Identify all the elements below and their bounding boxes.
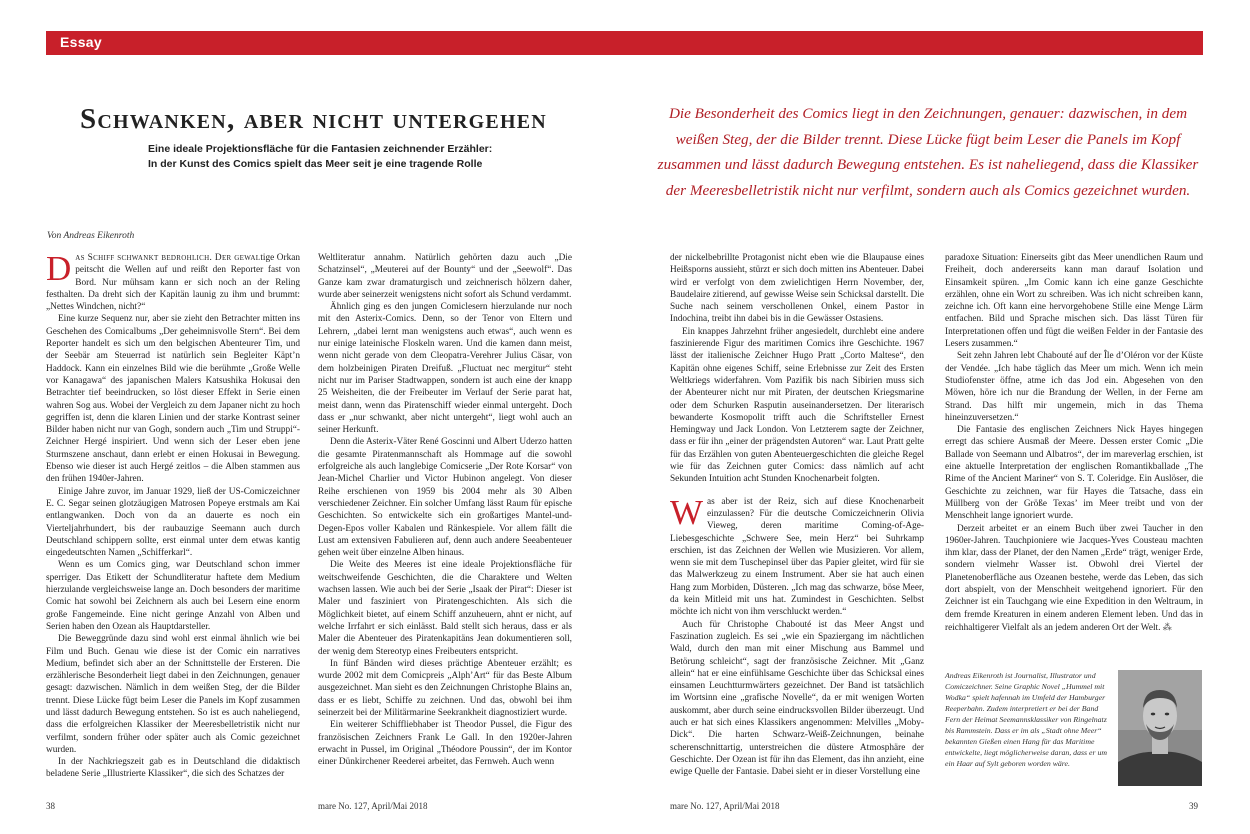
text-column-4 [945,252,1203,662]
paragraph-text: as aber ist der Reiz, sich auf diese Knochenarbeit einzulassen? Für die deutsche Comiczeichnerin Olivia Vieweg, deren maritime Coming-of-Age-Liebesgeschichte „Schwere See, mein Herz“ bei Suhrkamp erschien, ist das Zeichnen der Wellen wie Musizieren. Vor allem, wenn sie mit dem Tuschepinsel über das Papier gleitet, wird für sie das Malwerkzeug zu einem Instrument. Aber sie hat auch einen Hang zum Morbiden, Düsteren. „Ich mag das schwarze, böse Meer, da kein Mitleid mit uns hat. Zumindest in Geschichten. Selbst möchte ich nicht von ihm verschluckt werden.“ [670,496,924,618]
paragraph: In der Nachkriegszeit gab es in Deutschland die didaktisch beladene Serie „Illustrierte Klassiker“, die sich des Schatzes der [46,757,300,780]
magazine-issue-left: mare No. 127, April/Mai 2018 [318,801,428,811]
rubric-label: Essay [60,34,102,50]
page-number-right: 39 [1189,801,1198,811]
text-column-1 [46,252,300,795]
paragraph: Seit zehn Jahren lebt Chabouté auf der Île d’Oléron vor der Küste der Vendée. „Ich habe täglich das Meer um mich. Wenn ich mein Studiofenster öffne, atme ich das Jod ein. Abgesehen von den Möwen, höre ich nur die Brandung der Wellen, in der Ferne am Strand. Das hilft mir ungemein, mich in das Thema hineinzuversetzen.“ [945,351,1203,423]
pull-quote-line: der Meeresbelletristik nicht nur verfilmt, sondern auch als Comics gezeichnet wurden. [665,181,1191,199]
paragraph: Die Beweggründe dazu sind wohl erst einmal ähnlich wie bei Film und Buch. Genau wie diese ist der Comic ein narratives Medium, befindet sich aber an der Schnittstelle der Ersteren. Die erzählerische Besonderheit liegt dabei in den Zeichnungen, genauer gesagt: dazwischen. Nämlich in dem weißen Steg, der die Bilder trennt. Diese Lücke fügt beim Leser die Panels im Kopf zusammen und lässt dadurch Bewegung entstehen. So ist es auch naheliegend, dass die erfolgreichen Klassiker der Meeresbelletristik nicht nur verfilmt, sondern früher oder später auch als Comic gezeichnet wurden. [46,634,300,755]
drop-cap: D [46,252,72,288]
paragraph-text: tige Orkan peitscht die Wellen auf und reißt den Reporter fast von Bord. Nur mühsam kann er sich noch an der Reling festhalten. Da dreht sich der Kapitän launig zu ihm und brummt: „Nettes Windchen, nicht?“ [46,253,300,313]
paragraph [46,252,300,313]
paragraph-text: Derzeit arbeitet er an einem Buch über zwei Taucher in den 1960er-Jahren. Tauchpioniere wie Jacques-Yves Cousteau machten ihm klar, dass der Planet, der den Namen „Erde“ trägt, weniger Erde, sondern vielmehr Wasser ist. Obwohl drei Viertel der Planetenoberfläche aus Ozeanen bestehe, werde das Leben, das sich dort abspielt, von der Menschheit weitgehend ignoriert. Für den Zeichner ist ein Tauchgang wie eine Expedition in den Weltraum, in dem fremde Kreaturen in einem anderen Element leben. Und das in reichhaltigerer Vielfalt als an jedem anderen Ort der Welt. [945,523,1203,633]
author-portrait [1118,670,1202,786]
paragraph: Denn die Asterix-Väter René Goscinni und Albert Uderzo hatten die gesamte Piratenmannschaft als Hommage auf die sowohl erfolgreiche als auch langlebige Comicserie „Der Rote Korsar“ von Jean-Michel Charlier und Victor Hubinon angelegt. Von dieser Reihe erschienen von 1959 bis 2004 mehr als 30 Alben verschiedener Zeichner. Ein solcher Umfang lässt Raum für epische Geschichten. So entwickelte sich ein großartiges Mantel-und-Degen-Epos voller Kabalen und Ränkespiele. Vor allem fällt die Lust am extensiven Fabulieren auf, denn auch andere Seeabenteuer gehen weit über einzelne Alben hinaus. [318,437,572,559]
paragraph: Die Weite des Meeres ist eine ideale Projektionsfläche für weitschweifende Geschichten, die die Charaktere und Welten wachsen lassen. Wie auch bei der Serie „Isaak der Pirat“: Dieser ist Maler und fasziniert von Piratengeschichten. Als sich die Möglichkeit bietet, auf einem Schiff anzuheuern, ahnt er nicht, auf welche Irrfahrt er sich einlässt. Bald stellt sich heraus, dass er als Maler die Abenteuer des Piratenkapitäns Jean dokumentieren soll, der wenig dem Stereotyp eines Freibeuters entspricht. [318,560,572,657]
paragraph: Ähnlich ging es den jungen Comiclesern hierzulande nur noch mit den Asterix-Comics. Denn, so der Tenor von Eltern und Lehrern, „dabei lernt man wenigstens auch etwas“, auch wenn es nur einige lateinische Floskeln waren. Und die kamen dann meist, wenn nicht gerade von dem Cleopatra-Verehrer Julius Cäsar, von dem holzbeinigen Piraten Dreifuß. „Fluctuat nec mergitur“ steht nicht nur im Pariser Stadtwappen, sondern ist auch eine der knapp 25 Weisheiten, die der Freibeuter im Verlauf der Serie parat hat, meist dann, wenn das Piratenschiff wieder einmal untergeht. Doch dass er „nur schwankt, aber nicht untergeht“, liegt wohl auch an seiner Herkunft. [318,302,572,436]
paragraph [945,523,1203,635]
paragraph: In fünf Bänden wird dieses prächtige Abenteuer erzählt; es wurde 2002 mit dem Comicpreis „Alph’Art“ für das Beste Album ausgezeichnet. Man sieht es den Zeichnungen Christophe Blains an, dass er es liebt, Schiffe zu zeichnen. Und das, obwohl bei ihm seinerzeit bei der Militärmarine Seekrankheit diagnostiziert wurde. [318,658,572,718]
paragraph: Die Fantasie des englischen Zeichners Nick Hayes hingegen erregt das schiere Ausmaß der Meere. Dessen erster Comic „Die Ballade von Seemann und Albatros“, der im mareverlag erschien, ist eine aktuelle Interpretation der englischen Romantikballade „The Rime of the Ancient Mariner“ von S. T. Coleridge. Ein Auslöser, die Geschichte zu zeichnen, war für Hayes die Tatsache, dass ein Müllberg von der Größe Texas’ im Meer treibt und von der Menschheit lange ignoriert wurde. [945,425,1203,522]
subheadline [148,142,538,172]
pull-quote-line: weißen Steg, der die Bilder trennt. Diese Lücke fügt beim Leser die Panels im Kopf [675,130,1181,148]
pull-quote-line: Die Besonderheit des Comics liegt in den Zeichnungen, genauer: dazwischen, in dem [668,105,1188,122]
headline: Schwanken, aber nicht untergehen [80,103,547,135]
paragraph: Ein weiterer Schiffliebhaber ist Theodor Pussel, die Figur des französischen Zeichners Frank Le Gall. In den 1920er-Jahren erwacht in Pussel, im Original „Théodore Poussin“, der im Kontor einer Dünkirchener Reederei arbeitet, das Fernweh. Auch wenn [318,720,572,768]
text-column-3 [670,252,924,795]
page-number-left: 38 [46,801,55,811]
byline: Von Andreas Eikenroth [47,231,135,241]
drop-cap: W [670,492,704,532]
paragraph [670,492,924,619]
paragraph: Eine kurze Sequenz nur, aber sie zieht den Betrachter mitten ins Geschehen des Comicalbums „Der geheimnisvolle Stern“. Bei dem Reporter handelt es sich um den belgischen Abenteurer Tim, und der Seebär am Steuerrad ist natürlich sein Begleiter Käpt’n Haddock. Kann ein einzelnes Bild wie die berühmte „Große Welle vor Kanagawa“ des japanischen Malers Katsushika Hokusai den Betrachter tief beeindrucken, so löst dieser Effekt in Serie einen wahren Sog aus. Wobei der Vergleich zu dem Japaner nicht zu hoch gegriffen ist, denn die klaren Linien und der starke Kontrast seiner Bilder haben nicht nur van Gogh, sondern auch „Tim und Struppi“-Zeichner Hergé inspiriert. Und wenn sich der Leser eben jene Sturmszene anschaut, dann erlebt er einen Hokusai in Bewegung. Ebenso wie dieser ist auch Hergé zeitlos – die Alben stammen aus den frühen 1940er-Jahren. [46,314,300,485]
paragraph: Einige Jahre zuvor, im Januar 1929, ließ der US-Comiczeichner E. C. Segar seinen glotzäugigen Matrosen Popeye erstmals am Kai entlangwanken. Doch von da an dauerte es noch ein Vierteljahrhundert, bis der raubauzige Seemann auch durch Deutschland schippern sollte, erst einmal unter dem etwas kantig eingedeutschten Namen „Schifferkarl“. [46,486,300,559]
paragraph: Ein knappes Jahrzehnt früher angesiedelt, durchlebt eine andere faszinierende Figur des maritimen Comics ihre Geschichte. 1967 lässt der italienische Zeichner Hugo Pratt „Corto Maltese“, den Kapitän ohne eigenes Schiff, seine Erlebnisse zur Zeit des Ersten Weltkriegs widerfahren. Vom Pazifik bis nach Sibirien muss sich der Abenteurer nicht nur mit Piraten, der deutschen Kriegsmarine oder dem Schurken Rasputin auseinandersetzen. Der literarisch bewanderte Kosmopolit trifft auch die Schriftsteller Ernest Hemingway und Jack London. Von Letzterem sagte der Zeichner, dass er für ihn „einer der prägendsten Autoren“ war. Laut Pratt gelte für das Erzählen von guten Abenteuergeschichten die gleiche Regel wie für das Zeichnen guter Comics: dass nämlich auf acht Sekunden Intuition acht Stunden Knochenarbeit folgten. [670,326,924,485]
pull-quote [648,101,1208,203]
paragraph: paradoxe Situation: Einerseits gibt das Meer unendlichen Raum und Freiheit, doch andererseits kann man darauf Isolation und Einsamkeit spüren. „Im Comic kann ich eine ganze Geschichte erzählen, ohne ein Wort zu schreiben. Was ich nicht schreiben kann, zeichne ich. Oft kann eine hervorgehobene Stille eine Menge Lärm entfachen. Bild und Sprache mischen sich. Das lässt Türen für Interpretationen offen und fügt die weißen Felder in der Fantasie des Lesers zusammen.“ [945,253,1203,350]
author-portrait-image [1118,670,1202,786]
rubric-bar [46,31,1203,55]
magazine-issue-right: mare No. 127, April/Mai 2018 [670,801,780,811]
author-bio: Andreas Eikenroth ist Journalist, Illustrator und Comiczeichner. Seine Graphic Novel „Hummel mit Wodka“ spielt hafennah im Umfeld der Hamburger Reeperbahn. Zudem interpretiert er bei der Band Fern der Heimat Seemannsklassiker von Ringelnatz bis Rammstein. Dass er im als „Stadt ohne Meer“ bekannten Gießen einen Hang für das Maritime entwickelte, liegt möglicherweise daran, dass er um ein Haar auf Sylt geboren worden wäre. [945,671,1107,768]
text-column-2 [318,252,572,795]
subheadline-line-2: In der Kunst des Comics spielt das Meer seit je eine tragende Rolle [148,158,483,170]
pull-quote-line: zusammen und lässt dadurch Bewegung entstehen. Es ist naheliegend, dass die Klassiker [657,156,1199,173]
end-mark-icon: ⁂ [1162,621,1172,632]
subheadline-line-1: Eine ideale Projektionsfläche für die Fantasien zeichnender Erzähler: [148,143,493,155]
paragraph: der nickelbebrillte Protagonist nicht eben wie die Blaupause eines Heißsporns aussieht, stürzt er sich doch mitten ins Abenteuer. Dabei wird er verfolgt von dem zwielichtigen Herrn November, der, Baudelaire zitierend, auf gewisse Weise sein Schicksal darstellt. Die Suche nach seinem verschollenen Onkel, einem Pastor in Indochina, treibt ihn dabei bis in die Gewässer Ostasiens. [670,253,924,325]
paragraph: Weltliteratur annahm. Natürlich gehörten dazu auch „Die Schatzinsel“, „Meuterei auf der Bounty“ und der „Seewolf“. Das Ganze kam zwar dramaturgisch und zeichnerisch hölzern daher, wurde aber seinerzeit wenigstens nicht sofort als Schund verdammt. [318,253,572,300]
kicker-text: as Schiff schwankt bedrohlich. Der gewal [75,253,261,263]
paragraph: Auch für Christophe Chabouté ist das Meer Angst und Faszination zugleich. Es sei „wie ein Spaziergang im nächtlichen Wald, durch den man mit einer Mischung aus Bammel und Betörung schleicht“, sagt der französische Zeichner. Mit „Ganz allein“ hat er eine einfühlsame Geschichte über das Schicksal eines einsamen Leuchtturmwärters gezeichnet. Der Band ist tatsächlich im Wortsinn eine „grafische Novelle“, da er mit wenigen Worten auskommt, aber durch seine eindrucksvollen Bilder überzeugt. Und auch er hat sich eines Klassikers angenommen: Melvilles „Moby-Dick“. Die harten Schwarz-Weiß-Zeichnungen, beinahe scherenschnittartig, unterstreichen die düstere Atmosphäre der Geschichte. Der Ozean ist für ihn das Element, das ihn anzieht, eine ewige Quelle der Fantasie. Dabei sieht er in dieser Vorstellung eine [670,619,924,778]
paragraph: Wenn es um Comics ging, war Deutschland schon immer sperriger. Das Etikett der Schundliteratur haftete dem Medium hierzulande vergleichsweise lange an. Doch besonders der maritime Comic hat sowohl bei Zeichnern als auch bei Lesern eine enorm große Fangemeinde. Eine nicht geringe Anzahl von Alben und Serien haben den Ozean als Hauptdarsteller. [46,560,300,632]
